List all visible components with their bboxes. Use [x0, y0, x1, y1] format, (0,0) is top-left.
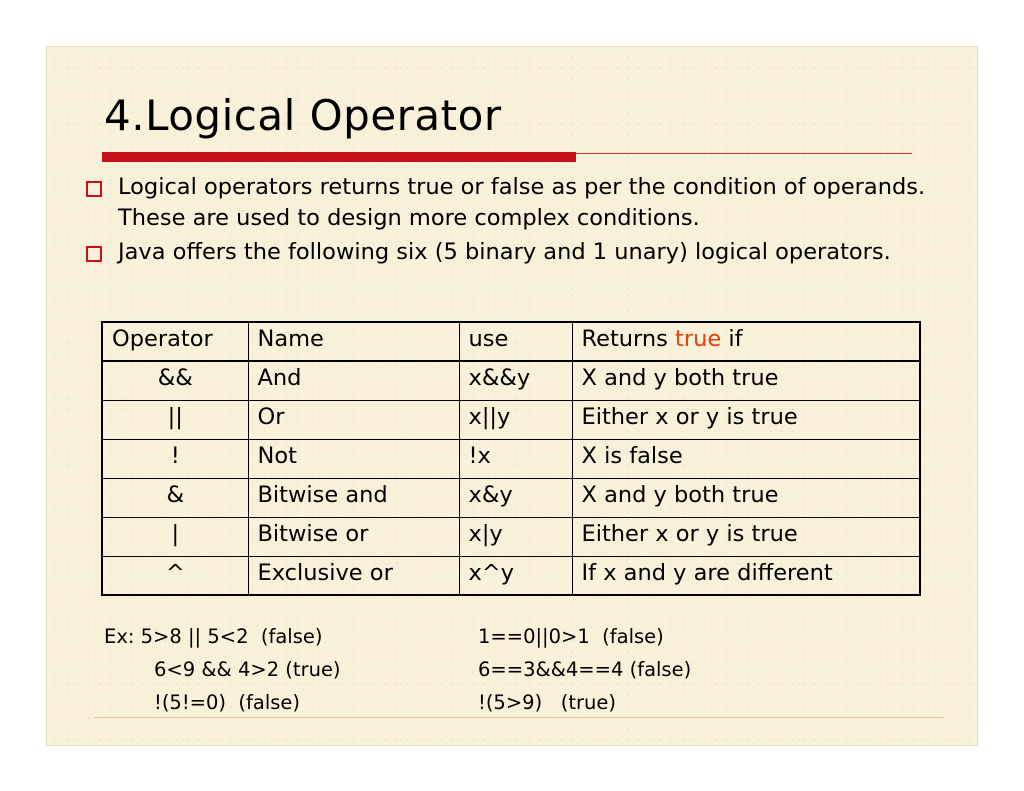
cell-use: x&y [459, 478, 572, 517]
cell-operator: ^ [102, 556, 248, 595]
header-operator: Operator [102, 322, 248, 361]
cell-use: x^y [459, 556, 572, 595]
header-returns-prefix: Returns [581, 326, 676, 352]
cell-name: Bitwise and [248, 478, 459, 517]
header-use: use [459, 322, 572, 361]
table-row [102, 439, 920, 478]
table-row [102, 517, 920, 556]
cell-operator: && [102, 361, 248, 400]
cell-returns: Either x or y is true [572, 517, 920, 556]
slide-title: 4.Logical Operator [104, 91, 502, 140]
header-returns-suffix: if [721, 326, 743, 352]
table-row [102, 400, 920, 439]
example-left: Ex: 5>8 || 5<2 (false) [104, 625, 323, 648]
header-returns [572, 322, 920, 361]
table-header-row [102, 322, 920, 361]
cell-operator: ! [102, 439, 248, 478]
bullet-item [86, 172, 946, 234]
cell-use: !x [459, 439, 572, 478]
table-row [102, 556, 920, 595]
cell-use: x|y [459, 517, 572, 556]
cell-returns: X and y both true [572, 361, 920, 400]
cell-operator: || [102, 400, 248, 439]
bullet-text: Logical operators returns true or false as per the condition of operands. These are used to design more complex conditions. [118, 174, 926, 231]
example-left: 6<9 && 4>2 (true) [154, 658, 341, 681]
example-right: !(5>9) (true) [478, 691, 617, 714]
cell-use: x||y [459, 400, 572, 439]
cell-name: Bitwise or [248, 517, 459, 556]
cell-use: x&&y [459, 361, 572, 400]
cell-returns: If x and y are different [572, 556, 920, 595]
cell-name: Not [248, 439, 459, 478]
bullet-list [86, 172, 946, 271]
table-row [102, 361, 920, 400]
cell-name: Exclusive or [248, 556, 459, 595]
square-bullet-icon [86, 181, 102, 197]
header-name: Name [248, 322, 459, 361]
example-right: 1==0||0>1 (false) [478, 625, 664, 648]
example-right: 6==3&&4==4 (false) [478, 658, 692, 681]
cell-returns: Either x or y is true [572, 400, 920, 439]
bullet-item [86, 237, 946, 268]
cell-operator: & [102, 478, 248, 517]
cell-returns: X is false [572, 439, 920, 478]
cell-name: And [248, 361, 459, 400]
logical-operators-table [101, 321, 921, 596]
square-bullet-icon [86, 246, 102, 262]
cell-operator: | [102, 517, 248, 556]
cell-returns: X and y both true [572, 478, 920, 517]
cell-name: Or [248, 400, 459, 439]
example-left: !(5!=0) (false) [154, 691, 301, 714]
footer-divider [94, 717, 944, 718]
header-returns-highlight: true [675, 326, 722, 352]
table-row [102, 478, 920, 517]
title-underline-thick [102, 152, 576, 162]
bullet-text: Java offers the following six (5 binary and 1 unary) logical operators. [118, 239, 891, 265]
